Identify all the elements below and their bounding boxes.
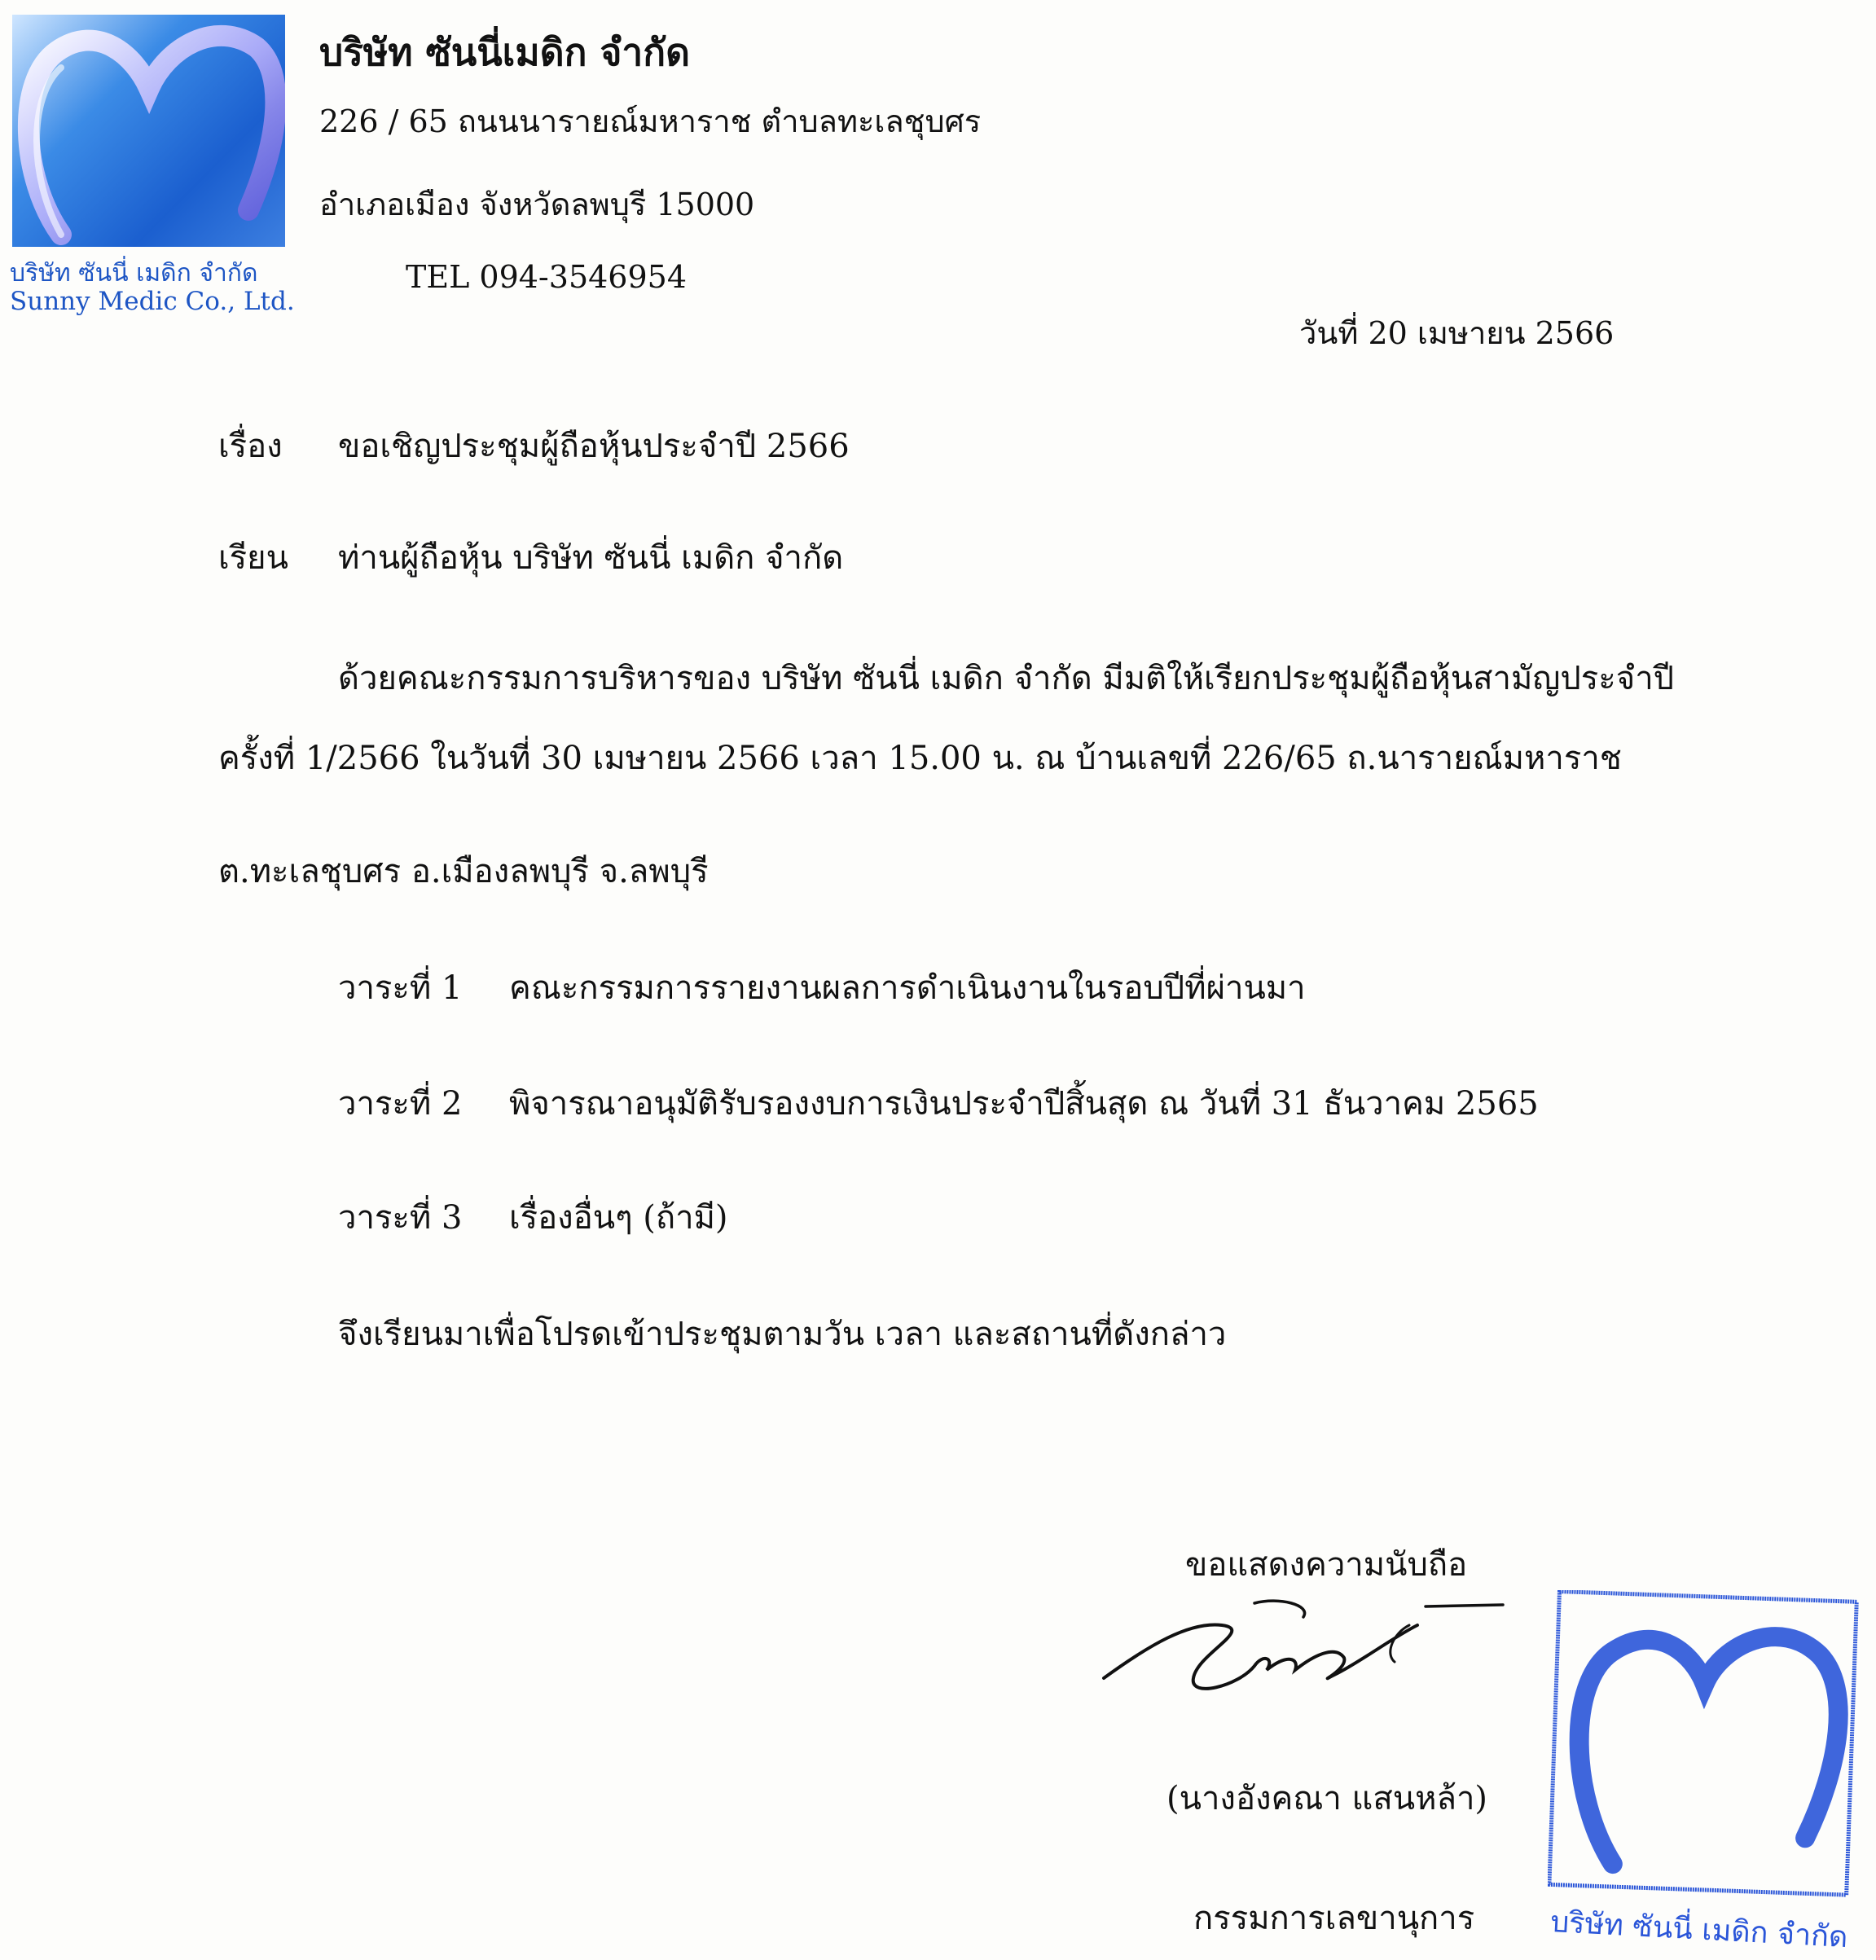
agenda-label-3: วาระที่ 3 (338, 1199, 463, 1237)
recipient-text: ท่านผู้ถือหุ้น บริษัท ซันนี่ เมดิก จำกัด (338, 539, 844, 577)
subject-text: ขอเชิญประชุมผู้ถือหุ้นประจำปี 2566 (338, 428, 850, 465)
signer-name: (นางอังคณา แสนหล้า) (1166, 1780, 1488, 1817)
company-stamp-icon (1548, 1590, 1865, 1900)
body-line-1: ด้วยคณะกรรมการบริหารของ บริษัท ซันนี่ เมดิก จำกัด มีมติให้เรียกประชุมผู้ถือหุ้นสามัญประจำปี (338, 660, 1675, 697)
closing-line: จึงเรียนมาเพื่อโปรดเข้าประชุมตามวัน เวลา และสถานที่ดังกล่าว (338, 1316, 1227, 1353)
agenda-label-2: วาระที่ 2 (338, 1085, 463, 1123)
handwritten-signature (1100, 1589, 1507, 1711)
subject-label: เรื่อง (218, 428, 283, 465)
logo-thai-name: บริษัท ซันนี่ เมดิก จำกัด (10, 259, 258, 288)
body-line-3: ต.ทะเลชุบศร อ.เมืองลพบุรี จ.ลพบุรี (218, 853, 709, 890)
body-line-2: ครั้งที่ 1/2566 ในวันที่ 30 เมษายน 2566 เวลา 15.00 น. ณ บ้านเลขที่ 226/65 ถ.นารายณ์มหาราช (218, 740, 1622, 777)
agenda-text-3: เรื่องอื่นๆ (ถ้ามี) (509, 1199, 728, 1237)
letter-date: วันที่ 20 เมษายน 2566 (1299, 315, 1615, 351)
agenda-label-1: วาระที่ 1 (338, 969, 463, 1007)
address-line-1: 226 / 65 ถนนนารายณ์มหาราช ตำบลทะเลชุบศร (319, 103, 982, 139)
logo-english-name: Sunny Medic Co., Ltd. (10, 287, 295, 316)
company-logo (12, 15, 285, 247)
recipient-label: เรียน (218, 539, 288, 577)
regards: ขอแสดงความนับถือ (1185, 1546, 1468, 1584)
stamp-text: บริษัท ซันนี่ เมดิก จำกัด (1549, 1905, 1849, 1955)
agenda-text-2: พิจารณาอนุมัติรับรองงบการเงินประจำปีสิ้นสุด ณ วันที่ 31 ธันวาคม 2565 (509, 1085, 1539, 1123)
heart-tooth-icon (12, 15, 285, 247)
signer-position: กรรมการเลขานุการ (1193, 1900, 1475, 1937)
company-name: บริษัท ซันนี่เมดิก จำกัด (319, 30, 690, 74)
telephone: TEL 094-3546954 (406, 259, 688, 295)
agenda-text-1: คณะกรรมการรายงานผลการดำเนินงานในรอบปีที่ผ่านมา (509, 969, 1306, 1007)
address-line-2: อำเภอเมือง จังหวัดลพบุรี 15000 (319, 187, 755, 222)
